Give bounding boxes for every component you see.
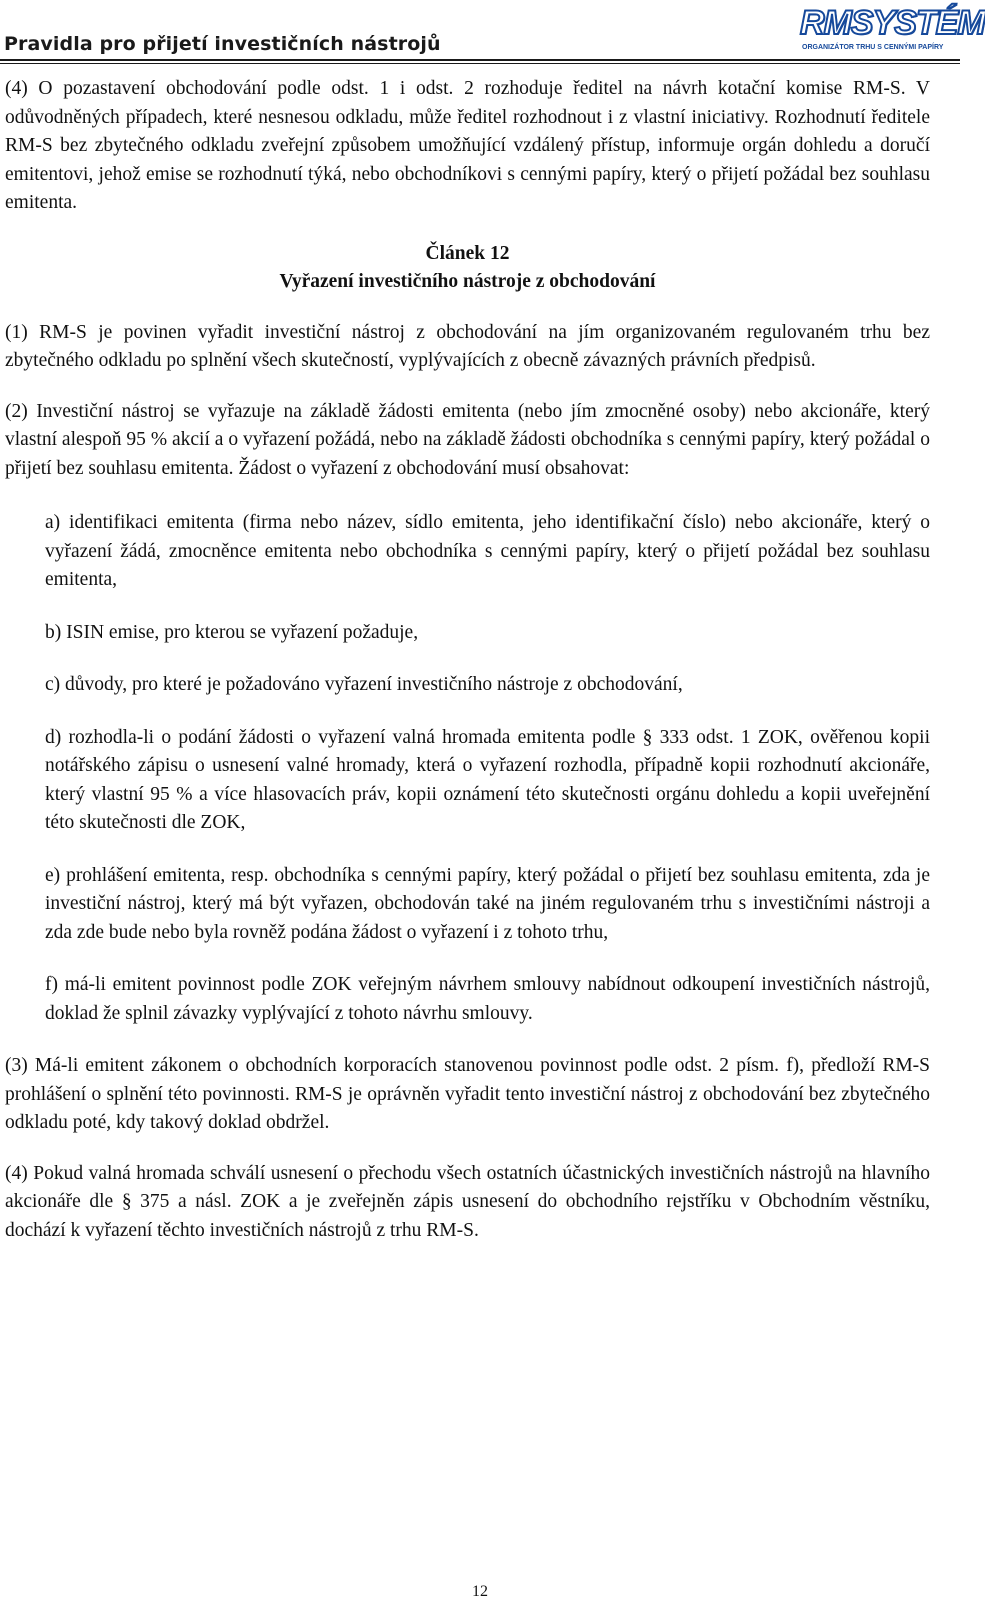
paragraph-2: (2) Investiční nástroj se vyřazuje na základě žádosti emitenta (nebo jím zmocněné osoby) nebo akcionáře, který vlastní alespoň 95 % akcií a o vyřazení požádá, nebo na základě žádosti obchodníka s cennými papíry, který požádal o přijetí bez souhlasu emitenta. Žádost o vyřazení z obchodování musí obsahovat: <box>5 400 930 479</box>
document-body <box>5 75 930 1267</box>
list-item-f: f) má-li emitent povinnost podle ZOK veřejným návrhem smlouvy nabídnout odkoupení investičních nástrojů, doklad že splnil závazky vyplývající z tohoto návrhu smlouvy. <box>45 974 930 1024</box>
intro-paragraph: (4) O pozastavení obchodování podle odst. 1 i odst. 2 rozhoduje ředitel na návrh kotační komise RM-S. V odůvodněných případech, které nesnesou odkladu, může ředitel rozhodnout i z vlastní iniciativy. Rozhodnutí ředitele RM-S bez zbytečného odkladu zveřejní způsobem umožňující vzdálený přístup, informuje orgán dohledu a doručí emitentovi, jehož emise se rozhodnutí týká, nebo obchodníkovi s cennými papíry, který o přijetí požádal bez souhlasu emitenta. <box>5 78 930 213</box>
header-divider-thin <box>0 63 960 64</box>
list-item-c: c) důvody, pro které je požadováno vyřazení investičního nástroje z obchodování, <box>45 674 683 695</box>
page-number: 12 <box>472 1583 488 1600</box>
rm-system-logo <box>800 2 985 58</box>
page-header <box>0 0 985 66</box>
list-item-b: b) ISIN emise, pro kterou se vyřazení požaduje, <box>45 621 419 643</box>
article-title: Vyřazení investičního nástroje z obchodování <box>279 271 656 292</box>
paragraph-1: (1) RM-S je povinen vyřadit investiční nástroj z obchodování na jím organizovaném regulovaném trhu bez zbytečného odkladu po splnění všech skutečností, vyplývajících z obecně závazných právních předpisů. <box>5 321 930 371</box>
article-heading <box>5 240 930 297</box>
paragraph-3: (3) Má-li emitent zákonem o obchodních korporacích stanovenou povinnost podle odst. 2 písm. f), předloží RM-S prohlášení o splnění této povinnosti. RM-S je oprávněn vyřadit tento investiční nástroj z obchodování bez zbytečného odkladu poté, kdy takový doklad obdržel. <box>5 1055 930 1133</box>
document-title: Pravidla pro přijetí investičních nástrojů <box>4 33 441 55</box>
header-divider <box>0 59 960 61</box>
requirements-list <box>5 509 930 1028</box>
list-item-d: d) rozhodla-li o podání žádosti o vyřazení valná hromada emitenta podle § 333 odst. 1 ZOK, ověřenou kopii notářského zápisu o usnesení valné hromady, která o vyřazení rozhodla, případně kopii rozhodnutí akcionáře, který vlastní 95 % a více hlasovacích práv, kopii oznámení této skutečnosti orgánu dohledu a kopii uveřejnění této skutečnosti dle ZOK, <box>45 726 930 833</box>
article-number: Článek 12 <box>425 242 510 264</box>
logo-tagline: ORGANIZÁTOR TRHU S CENNÝMI PAPÍRY <box>802 44 944 51</box>
paragraph-4: (4) Pokud valná hromada schválí usnesení o přechodu všech ostatních účastnických investičních nástrojů na hlavního akcionáře dle § 375 a násl. ZOK a je zveřejněn zápis usnesení do obchodního rejstříku v Obchodním věstníku, dochází k vyřazení těchto investičních nástrojů z trhu RM-S. <box>5 1162 930 1241</box>
list-item-e: e) prohlášení emitenta, resp. obchodníka s cennými papíry, který požádal o přijetí bez souhlasu emitenta, zda je investiční nástroj, který má být vyřazen, obchodován také na jiném regulovaném trhu s investičními nástroji a zda zde bude nebo byla rovněž podána žádost o vyřazení i z tohoto trhu, <box>45 864 930 943</box>
logo-wordmark: RMSYSTÉM <box>800 4 985 42</box>
list-item-a: a) identifikaci emitenta (firma nebo název, sídlo emitenta, jeho identifikační číslo) nebo akcionáře, který o vyřazení žádá, zmocněnce emitenta nebo obchodníka s cennými papíry, který o přijetí požádal bez souhlasu emitenta, <box>45 512 930 590</box>
